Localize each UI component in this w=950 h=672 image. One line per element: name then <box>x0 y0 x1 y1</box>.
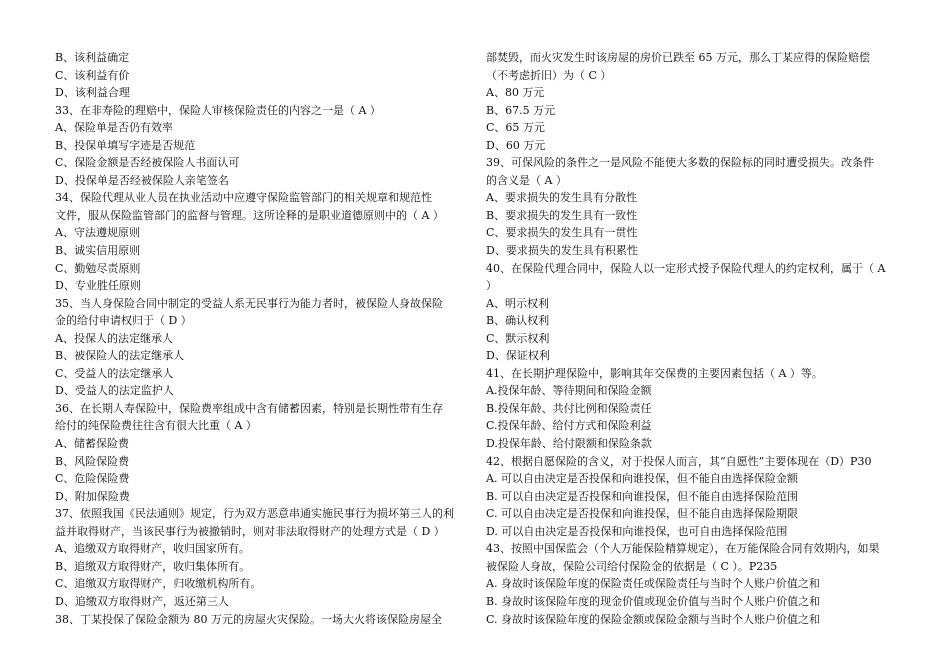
option-line: C、默示权利 <box>486 331 550 345</box>
text-line: 的含义是（ A ） <box>486 173 567 187</box>
option-line: A. 身故时该保险年度的保险责任或保险责任与当时个人账户价值之和 <box>486 577 820 591</box>
option-line: B、风险保险费 <box>55 454 130 468</box>
option-line: B、追缴双方取得财产，收归集体所有。 <box>55 559 251 573</box>
text-line: 金的给付申请权归于（ D ） <box>55 314 192 328</box>
option-line: C、要求损失的发生具有一贯性 <box>486 226 638 240</box>
option-line: A.投保年龄、等待期间和保险金额 <box>486 384 652 398</box>
option-line: D、受益人的法定监护人 <box>55 384 174 398</box>
option-line: A、保险单是否仍有效率 <box>55 121 173 135</box>
option-line: D、附加保险费 <box>55 489 130 503</box>
left-column <box>55 49 467 628</box>
option-line: B. 身故时该保险年度的现金价值或现金价值与当时个人账户价值之和 <box>486 594 821 608</box>
option-line: C、保险金额是否经被保险人书面认可 <box>55 156 240 170</box>
option-line: D、保证权利 <box>486 349 550 363</box>
question-35: 35、当人身保险合同中制定的受益人系无民事行为能力者时，被保险人身故保险 <box>55 296 443 310</box>
option-line: B、投保单填写字迹是否规范 <box>55 138 196 152</box>
option-line: D、专业胜任原则 <box>55 279 141 293</box>
option-line: A、明示权利 <box>486 296 549 310</box>
option-line: B、诚实信用原则 <box>55 244 141 258</box>
option-line: A、投保人的法定继承人 <box>55 331 173 345</box>
question-36: 36、在长期人寿保险中，保险费率组成中含有储蓄因素，特别是长期性带有生存 <box>55 401 443 415</box>
option-line: A、储蓄保险费 <box>55 437 129 451</box>
question-43: 43、按照中国保监会（个人万能保险精算规定），在万能保险合同有效期内，如果 <box>486 542 880 556</box>
question-34: 34、保险代理从业人员在执业活动中应遵守保险监管部门的相关规章和规范性 <box>55 191 432 205</box>
option-line: D、投保单是否经被保险人亲笔签名 <box>55 173 229 187</box>
text-line: C、该利益有价 <box>55 68 130 82</box>
option-line: B. 可以自由决定是否投保和向谁投保，但不能自由选择保险范围 <box>486 489 799 503</box>
option-line: C、65 万元 <box>486 121 545 135</box>
option-line: C、勤勉尽责原则 <box>55 261 141 275</box>
option-line: C. 身故时该保险年度的保险金额或保险金额与当时个人账户价值之和 <box>486 612 821 626</box>
option-line: A、要求损失的发生具有分散性 <box>486 191 637 205</box>
option-line: C、受益人的法定继承人 <box>55 366 174 380</box>
question-38: 38、丁某投保了保险金额为 80 万元的房屋火灾保险。一场大火将该保险房屋全 <box>55 612 442 626</box>
text-line: D、该利益合理 <box>55 86 130 100</box>
option-line: A、守法遵规原则 <box>55 226 140 240</box>
option-line: C、追缴双方取得财产，归收缴机构所有。 <box>55 577 262 591</box>
option-line: A、追缴双方取得财产，收归国家所有。 <box>55 542 250 556</box>
question-37: 37、依照我国《民法通则》规定，行为双方恶意串通实施民事行为损坏第三人的利 <box>55 507 454 521</box>
option-line: D. 可以自由决定是否投保和向谁投保，也可自由选择保险范围 <box>486 524 788 538</box>
option-line: B、确认权利 <box>486 314 550 328</box>
question-39: 39、可保风险的条件之一是风险不能使大多数的保险标的同时遭受损失。改条件 <box>486 156 874 170</box>
option-line: C. 可以自由决定是否投保和向谁投保，但不能自由选择保险期限 <box>486 507 799 521</box>
text-line: 文件，服从保险监管部门的监督与管理。这所诠释的是职业道德原则中的（ A ） <box>55 208 444 222</box>
text-line: B、该利益确定 <box>55 51 130 64</box>
option-line: B、被保险人的法定继承人 <box>55 349 185 363</box>
option-line: B、67.5 万元 <box>486 103 556 117</box>
option-line: B.投保年龄、共付比例和保险责任 <box>486 401 652 415</box>
option-line: B、要求损失的发生具有一致性 <box>486 208 638 222</box>
text-line: 被保险人身故，保险公司给付保险金的依据是（ C ）。P235 <box>486 559 778 573</box>
question-40: 40、在保险代理合同中，保险人以一定形式授予保险代理人的约定权利，属于（ A <box>486 261 886 275</box>
text-line: 给付的纯保险费往往含有很大比重（ A ） <box>55 419 257 433</box>
question-33: 33、在非寿险的理赔中，保险人审核保险责任的内容之一是（ A ） <box>55 103 381 117</box>
question-41: 41、在长期护理保险中，影响其年交保费的主要因素包括（ A ）等。 <box>486 366 823 380</box>
text-line: （不考虑折旧）为（ C ） <box>486 68 612 82</box>
option-line: D、要求损失的发生具有积累性 <box>486 244 638 258</box>
option-line: D.投保年龄、给付限额和保险条款 <box>486 437 652 451</box>
right-column <box>486 49 901 628</box>
option-line: D、60 万元 <box>486 138 546 152</box>
question-42: 42、根据自愿保险的含义，对于投保人而言，其“自愿性”主要体现在（D）P30 <box>486 454 872 468</box>
option-line: C、危险保险费 <box>55 472 130 486</box>
option-line: D、追缴双方取得财产，返还第三人 <box>55 594 229 608</box>
option-line: A、80 万元 <box>486 86 545 100</box>
option-line: C.投保年龄、给付方式和保险利益 <box>486 419 652 433</box>
text-line: ） <box>486 279 497 293</box>
text-line: 部焚毁，而火灾发生时该房屋的房价已跌至 65 万元，那么丁某应得的保险赔偿 <box>486 51 870 64</box>
text-line: 益并取得财产，当该民事行为被撤销时，则对非法取得财产的处理方式是（ D ） <box>55 524 445 538</box>
option-line: A. 可以自由决定是否投保和向谁投保，但不能自由选择保险金额 <box>486 472 798 486</box>
